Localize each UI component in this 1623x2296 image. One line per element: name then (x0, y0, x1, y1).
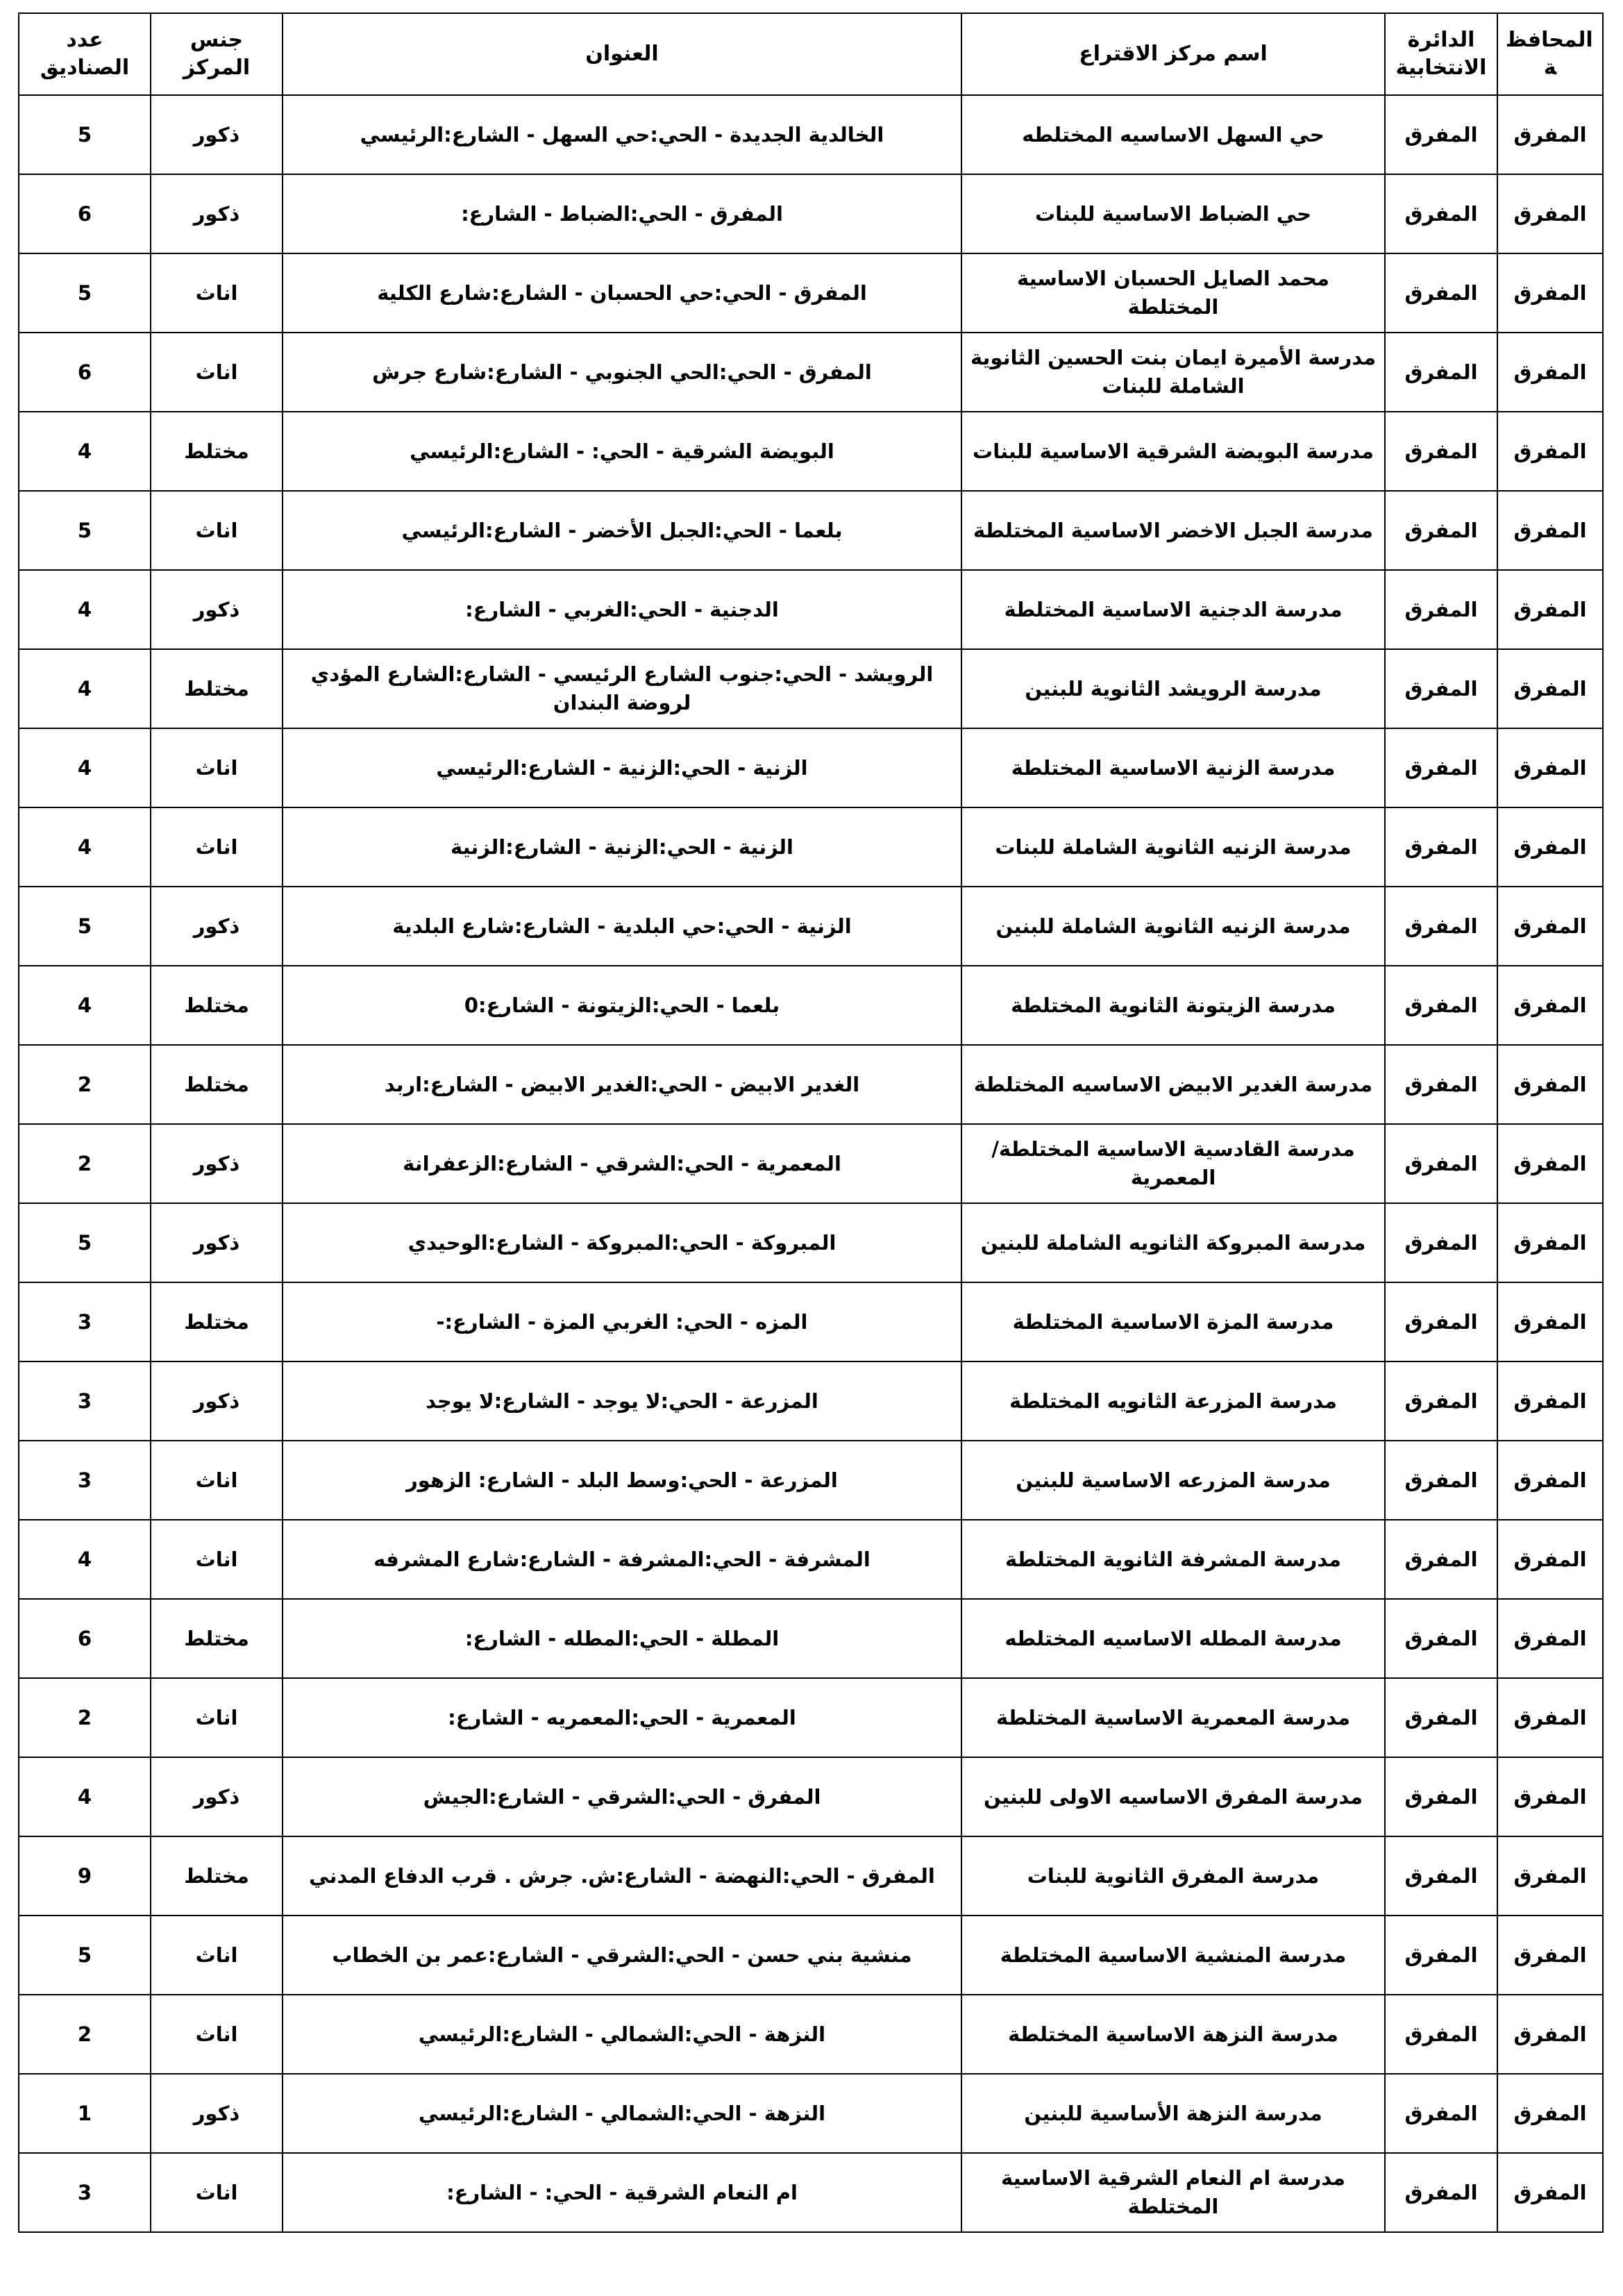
cell-governorate: المفرق (1497, 95, 1603, 174)
cell-address: الزنية - الحي:الزنية - الشارع:الزنية (283, 807, 961, 887)
cell-address: النزهة - الحي:الشمالي - الشارع:الرئيسي (283, 1995, 961, 2074)
cell-district: المفرق (1385, 1282, 1497, 1361)
cell-boxes-count: 5 (19, 491, 151, 570)
cell-center-name: مدرسة النزهة الاساسية المختلطة (961, 1995, 1385, 2074)
table-row (19, 2153, 1603, 2232)
cell-district: المفرق (1385, 253, 1497, 333)
header-center-gender: جنس المركز (151, 13, 283, 95)
cell-district: المفرق (1385, 1361, 1497, 1441)
cell-governorate: المفرق (1497, 2074, 1603, 2153)
cell-center-gender: ذكور (151, 1757, 283, 1836)
cell-boxes-count: 4 (19, 966, 151, 1045)
cell-governorate: المفرق (1497, 491, 1603, 570)
cell-boxes-count: 4 (19, 1520, 151, 1599)
cell-center-gender: ذكور (151, 174, 283, 253)
cell-address: الرويشد - الحي:جنوب الشارع الرئيسي - الشارع:الشارع المؤدي لروضة البندان (283, 649, 961, 728)
cell-governorate: المفرق (1497, 649, 1603, 728)
table-row (19, 728, 1603, 807)
cell-district: المفرق (1385, 570, 1497, 649)
cell-governorate: المفرق (1497, 1203, 1603, 1282)
cell-governorate: المفرق (1497, 570, 1603, 649)
cell-center-gender: مختلط (151, 966, 283, 1045)
cell-center-name: مدرسة المزرعة الثانويه المختلطة (961, 1361, 1385, 1441)
cell-address: النزهة - الحي:الشمالي - الشارع:الرئيسي (283, 2074, 961, 2153)
cell-address: المفرق - الحي:النهضة - الشارع:ش. جرش . قرب الدفاع المدني (283, 1836, 961, 1916)
cell-governorate: المفرق (1497, 1599, 1603, 1678)
cell-center-gender: اناث (151, 807, 283, 887)
cell-address: المزه - الحي: الغربي المزة - الشارع:- (283, 1282, 961, 1361)
table-row (19, 1757, 1603, 1836)
cell-boxes-count: 3 (19, 1441, 151, 1520)
cell-boxes-count: 9 (19, 1836, 151, 1916)
header-governorate: المحافظة (1497, 13, 1603, 95)
cell-boxes-count: 2 (19, 1995, 151, 2074)
cell-center-gender: ذكور (151, 887, 283, 966)
cell-address: المبروكة - الحي:المبروكة - الشارع:الوحيدي (283, 1203, 961, 1282)
cell-governorate: المفرق (1497, 1995, 1603, 2074)
cell-district: المفرق (1385, 1916, 1497, 1995)
cell-center-gender: مختلط (151, 649, 283, 728)
cell-district: المفرق (1385, 807, 1497, 887)
table-row (19, 333, 1603, 412)
cell-boxes-count: 5 (19, 887, 151, 966)
cell-center-name: مدرسة الدجنية الاساسية المختلطة (961, 570, 1385, 649)
table-row (19, 649, 1603, 728)
table-row (19, 1836, 1603, 1916)
cell-governorate: المفرق (1497, 333, 1603, 412)
cell-district: المفرق (1385, 95, 1497, 174)
cell-center-gender: مختلط (151, 1045, 283, 1124)
cell-boxes-count: 5 (19, 1203, 151, 1282)
cell-address: الخالدية الجديدة - الحي:حي السهل - الشارع:الرئيسي (283, 95, 961, 174)
cell-boxes-count: 4 (19, 649, 151, 728)
cell-center-name: مدرسة المنشية الاساسية المختلطة (961, 1916, 1385, 1995)
table-row (19, 1916, 1603, 1995)
cell-district: المفرق (1385, 1045, 1497, 1124)
cell-district: المفرق (1385, 1441, 1497, 1520)
cell-center-name: مدرسة المبروكة الثانويه الشاملة للبنين (961, 1203, 1385, 1282)
cell-boxes-count: 2 (19, 1678, 151, 1757)
cell-center-gender: ذكور (151, 2074, 283, 2153)
table-row (19, 1361, 1603, 1441)
header-address: العنوان (283, 13, 961, 95)
cell-boxes-count: 3 (19, 1361, 151, 1441)
cell-district: المفرق (1385, 174, 1497, 253)
cell-address: المفرق - الحي:حي الحسبان - الشارع:شارع الكلية (283, 253, 961, 333)
cell-address: المعمرية - الحي:الشرقي - الشارع:الزعفرانة (283, 1124, 961, 1203)
cell-boxes-count: 3 (19, 2153, 151, 2232)
cell-district: المفرق (1385, 2074, 1497, 2153)
cell-address: المفرق - الحي:الضباط - الشارع: (283, 174, 961, 253)
cell-address: المفرق - الحي:الشرقي - الشارع:الجيش (283, 1757, 961, 1836)
header-district: الدائرة الانتخابية (1385, 13, 1497, 95)
cell-governorate: المفرق (1497, 807, 1603, 887)
cell-address: الغدير الابيض - الحي:الغدير الابيض - الشارع:اربد (283, 1045, 961, 1124)
cell-governorate: المفرق (1497, 412, 1603, 491)
cell-boxes-count: 6 (19, 333, 151, 412)
cell-center-name: مدرسة القادسية الاساسية المختلطة/المعمرية (961, 1124, 1385, 1203)
cell-boxes-count: 5 (19, 253, 151, 333)
cell-address: الدجنية - الحي:الغربي - الشارع: (283, 570, 961, 649)
cell-district: المفرق (1385, 491, 1497, 570)
cell-district: المفرق (1385, 728, 1497, 807)
cell-center-gender: اناث (151, 491, 283, 570)
cell-center-name: مدرسة الزنية الاساسية المختلطة (961, 728, 1385, 807)
cell-district: المفرق (1385, 1678, 1497, 1757)
cell-district: المفرق (1385, 966, 1497, 1045)
cell-governorate: المفرق (1497, 1520, 1603, 1599)
header-row (19, 13, 1603, 95)
cell-address: ام النعام الشرقية - الحي: - الشارع: (283, 2153, 961, 2232)
cell-district: المفرق (1385, 649, 1497, 728)
cell-center-name: مدرسة البويضة الشرقية الاساسية للبنات (961, 412, 1385, 491)
cell-center-gender: ذكور (151, 570, 283, 649)
table-row (19, 253, 1603, 333)
cell-governorate: المفرق (1497, 1757, 1603, 1836)
table-row (19, 412, 1603, 491)
cell-district: المفرق (1385, 887, 1497, 966)
cell-district: المفرق (1385, 1520, 1497, 1599)
cell-center-gender: اناث (151, 1520, 283, 1599)
cell-address: بلعما - الحي:الجبل الأخضر - الشارع:الرئيسي (283, 491, 961, 570)
cell-boxes-count: 4 (19, 412, 151, 491)
cell-center-gender: ذكور (151, 1124, 283, 1203)
cell-district: المفرق (1385, 1124, 1497, 1203)
cell-center-gender: مختلط (151, 1836, 283, 1916)
cell-center-gender: ذكور (151, 1361, 283, 1441)
table-row (19, 2074, 1603, 2153)
cell-address: المعمرية - الحي:المعمريه - الشارع: (283, 1678, 961, 1757)
header-boxes-count: عدد الصناديق (19, 13, 151, 95)
cell-district: المفرق (1385, 1995, 1497, 2074)
cell-center-gender: اناث (151, 1441, 283, 1520)
cell-boxes-count: 6 (19, 1599, 151, 1678)
table-row (19, 1441, 1603, 1520)
table-row (19, 966, 1603, 1045)
cell-center-name: مدرسة المطله الاساسيه المختلطه (961, 1599, 1385, 1678)
cell-address: البويضة الشرقية - الحي: - الشارع:الرئيسي (283, 412, 961, 491)
cell-governorate: المفرق (1497, 174, 1603, 253)
table-row (19, 1520, 1603, 1599)
table-row (19, 1282, 1603, 1361)
cell-center-gender: ذكور (151, 95, 283, 174)
table-row (19, 95, 1603, 174)
cell-governorate: المفرق (1497, 1282, 1603, 1361)
cell-center-name: مدرسة المفرق الاساسيه الاولى للبنين (961, 1757, 1385, 1836)
table-body (19, 95, 1603, 2232)
cell-center-name: مدرسة الزنيه الثانوية الشاملة للبنين (961, 887, 1385, 966)
cell-district: المفرق (1385, 1203, 1497, 1282)
cell-center-name: حي السهل الاساسيه المختلطه (961, 95, 1385, 174)
cell-governorate: المفرق (1497, 728, 1603, 807)
cell-address: المفرق - الحي:الحي الجنوبي - الشارع:شارع جرش (283, 333, 961, 412)
cell-governorate: المفرق (1497, 1916, 1603, 1995)
cell-center-gender: اناث (151, 333, 283, 412)
table-row (19, 1599, 1603, 1678)
cell-address: منشية بني حسن - الحي:الشرقي - الشارع:عمر بن الخطاب (283, 1916, 961, 1995)
cell-center-gender: اناث (151, 728, 283, 807)
table-row (19, 1678, 1603, 1757)
cell-boxes-count: 2 (19, 1124, 151, 1203)
cell-center-name: مدرسة الرويشد الثانوية للبنين (961, 649, 1385, 728)
cell-address: المزرعة - الحي:لا يوجد - الشارع:لا يوجد (283, 1361, 961, 1441)
cell-address: بلعما - الحي:الزيتونة - الشارع:0 (283, 966, 961, 1045)
cell-district: المفرق (1385, 333, 1497, 412)
cell-boxes-count: 2 (19, 1045, 151, 1124)
cell-boxes-count: 4 (19, 807, 151, 887)
cell-center-name: مدرسة ام النعام الشرقية الاساسية المختلطة (961, 2153, 1385, 2232)
cell-center-gender: اناث (151, 2153, 283, 2232)
header-center-name: اسم مركز الاقتراع (961, 13, 1385, 95)
cell-center-name: مدرسة المزة الاساسية المختلطة (961, 1282, 1385, 1361)
cell-address: الزنية - الحي:حي البلدية - الشارع:شارع البلدية (283, 887, 961, 966)
cell-boxes-count: 5 (19, 95, 151, 174)
cell-governorate: المفرق (1497, 966, 1603, 1045)
cell-governorate: المفرق (1497, 2153, 1603, 2232)
table-row (19, 1045, 1603, 1124)
cell-governorate: المفرق (1497, 1678, 1603, 1757)
cell-center-gender: اناث (151, 1995, 283, 2074)
table-row (19, 807, 1603, 887)
cell-center-gender: ذكور (151, 1203, 283, 1282)
cell-center-name: حي الضباط الاساسية للبنات (961, 174, 1385, 253)
cell-address: المشرفة - الحي:المشرفة - الشارع:شارع المشرفه (283, 1520, 961, 1599)
cell-boxes-count: 3 (19, 1282, 151, 1361)
cell-district: المفرق (1385, 1836, 1497, 1916)
table-row (19, 1203, 1603, 1282)
cell-boxes-count: 5 (19, 1916, 151, 1995)
table-row (19, 1124, 1603, 1203)
cell-governorate: المفرق (1497, 253, 1603, 333)
cell-boxes-count: 4 (19, 570, 151, 649)
cell-center-gender: مختلط (151, 1282, 283, 1361)
cell-center-name: مدرسة الجبل الاخضر الاساسية المختلطة (961, 491, 1385, 570)
cell-center-gender: اناث (151, 253, 283, 333)
cell-governorate: المفرق (1497, 1124, 1603, 1203)
cell-center-gender: اناث (151, 1678, 283, 1757)
cell-district: المفرق (1385, 1599, 1497, 1678)
cell-center-gender: مختلط (151, 1599, 283, 1678)
cell-district: المفرق (1385, 2153, 1497, 2232)
cell-center-gender: اناث (151, 1916, 283, 1995)
cell-center-name: مدرسة المشرفة الثانوية المختلطة (961, 1520, 1385, 1599)
table-row (19, 491, 1603, 570)
cell-boxes-count: 4 (19, 1757, 151, 1836)
cell-center-name: مدرسة الزنيه الثانوية الشاملة للبنات (961, 807, 1385, 887)
cell-governorate: المفرق (1497, 1836, 1603, 1916)
cell-boxes-count: 6 (19, 174, 151, 253)
table-row (19, 570, 1603, 649)
cell-governorate: المفرق (1497, 1045, 1603, 1124)
cell-governorate: المفرق (1497, 1361, 1603, 1441)
cell-address: المزرعة - الحي:وسط البلد - الشارع: الزهور (283, 1441, 961, 1520)
table-row (19, 1995, 1603, 2074)
cell-governorate: المفرق (1497, 887, 1603, 966)
cell-center-name: محمد الصايل الحسبان الاساسية المختلطة (961, 253, 1385, 333)
cell-district: المفرق (1385, 1757, 1497, 1836)
cell-center-name: مدرسة المعمرية الاساسية المختلطة (961, 1678, 1385, 1757)
cell-center-name: مدرسة الأميرة ايمان بنت الحسين الثانوية الشاملة للبنات (961, 333, 1385, 412)
cell-center-name: مدرسة المفرق الثانوية للبنات (961, 1836, 1385, 1916)
polling-centers-table (18, 12, 1604, 2233)
cell-center-name: مدرسة الزيتونة الثانوية المختلطة (961, 966, 1385, 1045)
cell-boxes-count: 4 (19, 728, 151, 807)
cell-center-name: مدرسة النزهة الأساسية للبنين (961, 2074, 1385, 2153)
cell-address: المطلة - الحي:المطله - الشارع: (283, 1599, 961, 1678)
table-row (19, 174, 1603, 253)
cell-address: الزنية - الحي:الزنية - الشارع:الرئيسي (283, 728, 961, 807)
table-row (19, 887, 1603, 966)
cell-governorate: المفرق (1497, 1441, 1603, 1520)
cell-center-name: مدرسة الغدير الابيض الاساسيه المختلطة (961, 1045, 1385, 1124)
cell-center-gender: مختلط (151, 412, 283, 491)
cell-boxes-count: 1 (19, 2074, 151, 2153)
cell-center-name: مدرسة المزرعه الاساسية للبنين (961, 1441, 1385, 1520)
cell-district: المفرق (1385, 412, 1497, 491)
